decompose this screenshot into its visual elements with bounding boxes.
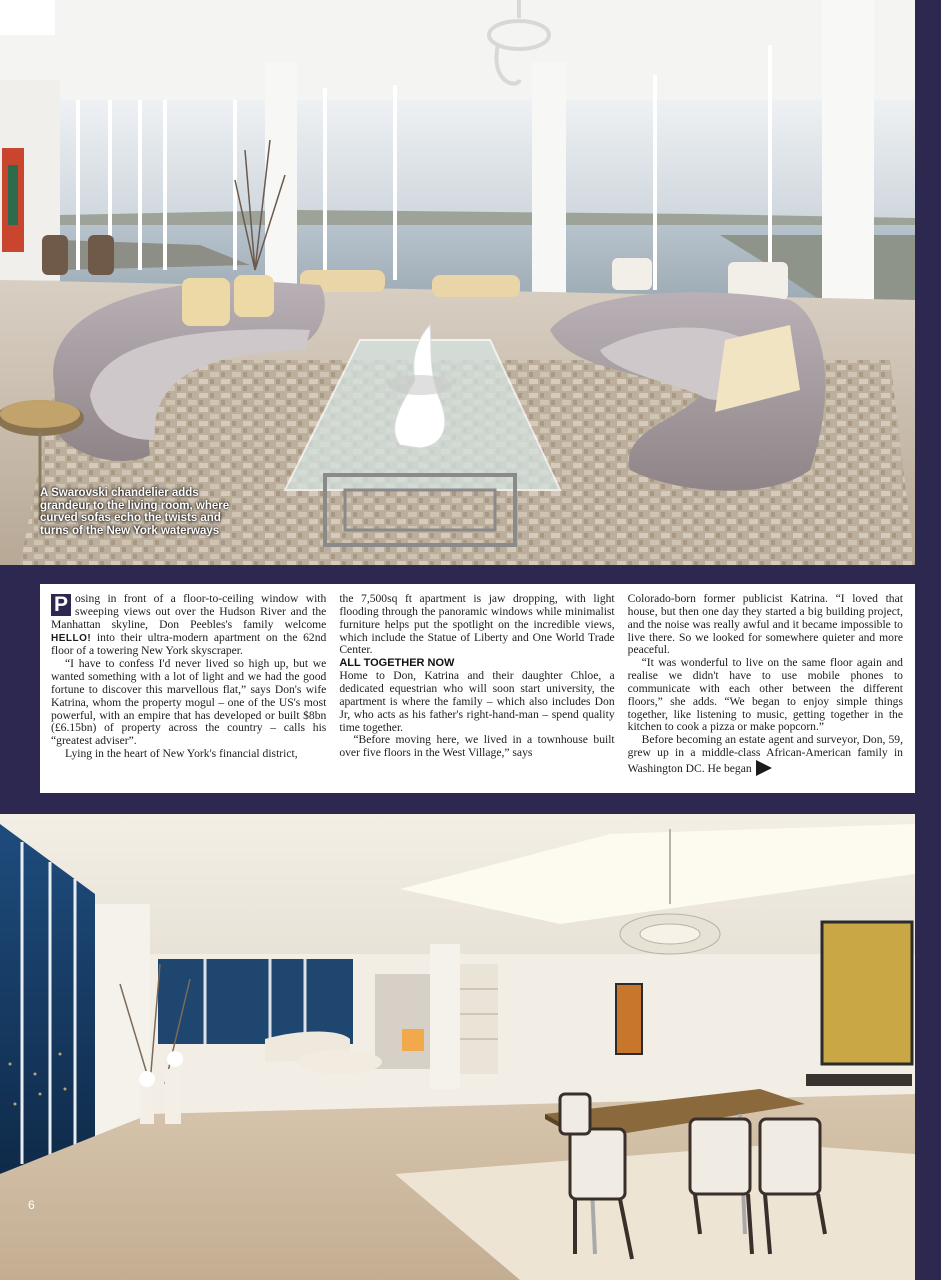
page-number: 6 (28, 1198, 35, 1212)
article-paragraph: the 7,500sq ft apartment is jaw dropping, with light flooding through the panoramic windows while minimalist furniture helps put the spotlight on the incredible views, which include the Statue of Liberty and One World Trade Center. (339, 592, 615, 657)
dining-room-photo (0, 814, 915, 1280)
article-paragraph: Colorado-born former publicist Katrina. “I loved that house, but then one day they started a big building project, and the noise was really awful and it became impossible to live there. So we looked for somewhere quieter and more peaceful. (627, 592, 903, 657)
article-paragraph: Home to Don, Katrina and their daughter Chloe, a dedicated equestrian who will soon start university, the apartment is where the family – which also includes Don Jr, who acts as his father's right-hand-man – spend quality time together. (339, 669, 615, 734)
section-subheading: ALL TOGETHER NOW (339, 657, 455, 670)
page-edge-strip (915, 0, 941, 1280)
living-room-illustration (0, 0, 915, 565)
article-paragraph: “It was wonderful to live on the same floor again and realise we didn't have to use mobile phones to communicate with each other between the different floors,” she adds. “We began to enjoy simple things together, like listening to music, getting together in the kitchen to cook a pizza or make popcorn.” (627, 656, 903, 734)
article-paragraph (51, 593, 326, 658)
drop-cap: P (51, 594, 71, 616)
paragraph-text: osing in front of a floor-to-ceiling window with sweeping views out over the Hudson River and the Manhattan skyline, Don Peebles's family welcome (51, 592, 327, 631)
article-column-2 (339, 593, 614, 787)
article-paragraph: “Before moving here, we lived in a townhouse built over five floors in the West Village,” says (339, 733, 615, 760)
hello-brand-mark: HELLO! (51, 632, 92, 644)
continue-arrow-icon (756, 760, 772, 776)
dining-room-illustration (0, 814, 915, 1280)
article-paragraph: “I have to confess I'd never lived so high up, but we wanted something with a lot of light and we had the good fortune to discover this marvellous flat,” says Don's wife Katrina, whom the property mogul – one of the US's most powerful, with an empire that has developed or built $8bn (£6.15bn) of property across the country – calls his “greatest adviser”. (51, 657, 327, 748)
photo-caption: A Swarovski chandelier adds grandeur to the living room, where curved sofas echo the twists and turns of the New York waterways (40, 487, 230, 537)
article-column-1 (51, 593, 326, 787)
paragraph-text: into their ultra-modern apartment on the 62nd floor of a towering New York skyscraper. (51, 630, 327, 658)
paragraph-text: Before becoming an estate agent and surveyor, Don, 59, grew up in a middle-class African-American family in Washington DC. He began (627, 733, 903, 775)
article-column-3 (628, 593, 903, 787)
living-room-photo (0, 0, 915, 565)
article-paragraph (628, 734, 903, 776)
article-paragraph: Lying in the heart of New York's financial district, (65, 747, 298, 761)
article-text-box (40, 584, 917, 793)
